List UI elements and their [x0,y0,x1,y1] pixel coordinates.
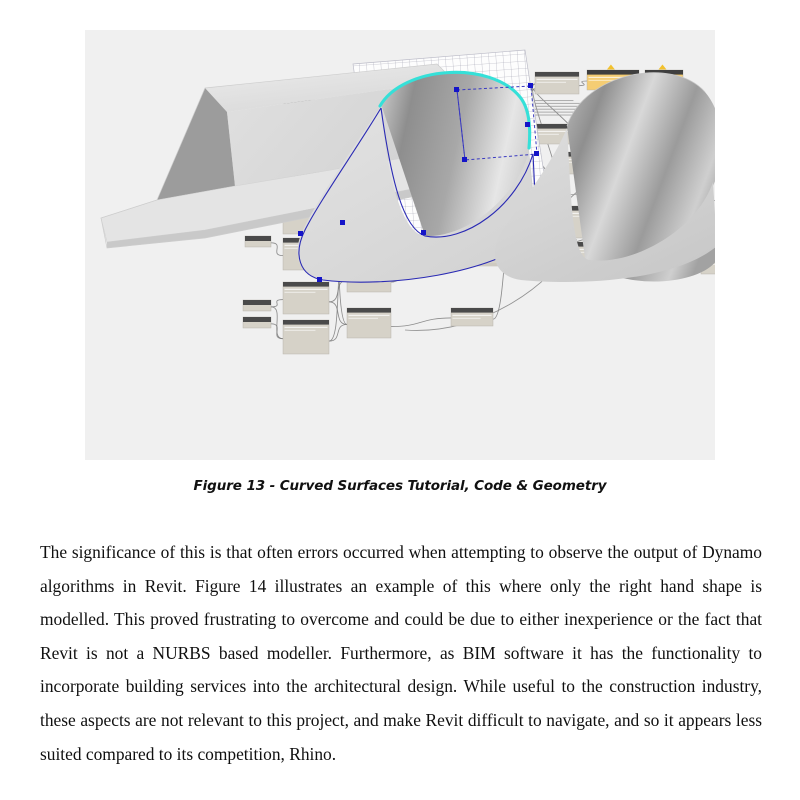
graph-node[interactable] [535,72,579,94]
graph-input-node[interactable] [243,300,271,311]
dynamo-screenshot-graphic [85,30,715,460]
graph-input-node[interactable] [245,236,271,247]
figure-image-panel [85,30,715,460]
graph-node[interactable] [347,308,391,338]
graph-input-node[interactable] [243,317,271,328]
paragraph: The significance of this is that often errors occurred when attempting to observe the output of Dynamo algorithms in Revit. Figure 14 illustrates an example of this where only the right hand shape is modelled. This proved frustrating to overcome and could be due to either inexperience or the fact that Revit is not a NURBS based modeller. Furthermore, as BIM software it has the functionality to incorporate building services into the architectural design. While useful to the construction industry, these aspects are not relevant to this project, and make Revit difficult to navigate, and so it appears less suited compared to its competition, Rhino. [40,542,762,764]
graph-node[interactable] [451,308,493,326]
graph-node[interactable] [283,282,329,314]
graph-node[interactable] [283,320,329,354]
node-annotation-line [535,100,573,101]
figure-caption: Figure 13 - Curved Surfaces Tutorial, Code & Geometry [193,478,607,494]
body-text-block [40,536,762,771]
